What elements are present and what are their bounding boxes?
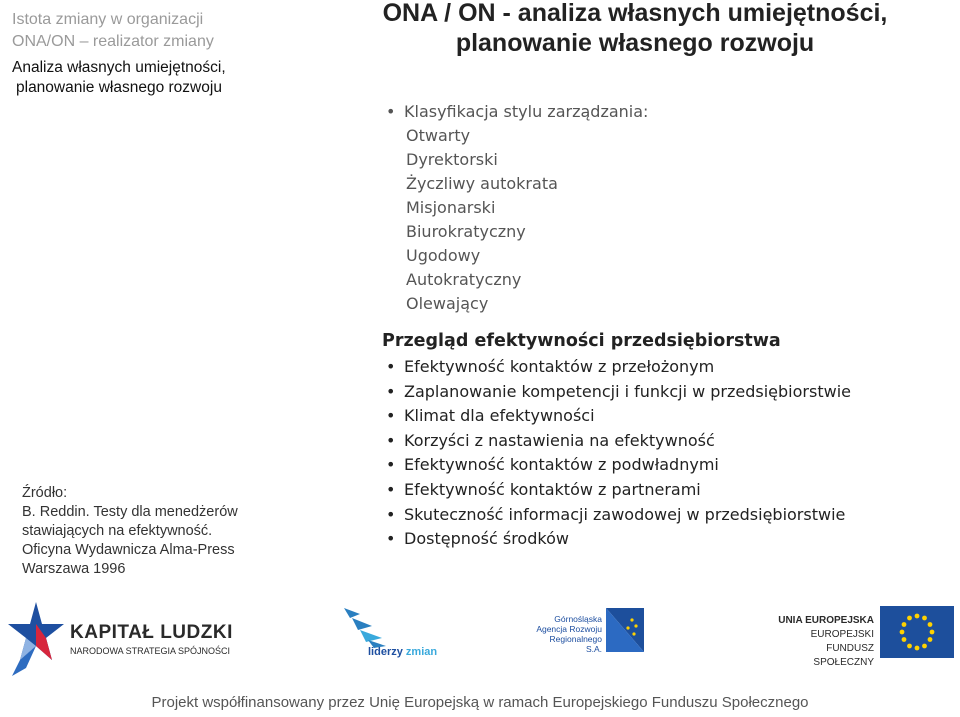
list-item-text: Korzyści z nastawienia na efektywność bbox=[404, 430, 715, 450]
liderzy-zmian-text bbox=[368, 646, 437, 658]
source-line1: B. Reddin. Testy dla menedżerów bbox=[22, 504, 238, 520]
source-label: Źródło: bbox=[22, 485, 68, 501]
garr-line1: Górnośląska bbox=[554, 614, 602, 624]
garr-logo bbox=[532, 608, 644, 658]
list-item bbox=[386, 429, 851, 454]
management-style-list bbox=[386, 100, 648, 316]
source-line3: Oficyna Wydawnicza Alma-Press bbox=[22, 542, 235, 558]
liderzy-zmian-logo bbox=[342, 604, 452, 664]
bullet-icon: • bbox=[386, 504, 396, 524]
bullet-icon: • bbox=[386, 529, 396, 549]
section2-heading: Przegląd efektywności przedsiębiorstwa bbox=[382, 331, 781, 351]
list-heading bbox=[386, 100, 648, 124]
nav-current-line1: Analiza własnych umiejętności, bbox=[12, 59, 226, 76]
bullet-icon: • bbox=[386, 430, 396, 450]
list-item bbox=[386, 478, 851, 503]
source-line2: stawiających na efektywność. bbox=[22, 523, 213, 539]
section1-heading: Klasyfikacja stylu zarządzania: bbox=[404, 102, 649, 121]
list-item-text: Efektywność kontaktów z przełożonym bbox=[404, 357, 715, 376]
title-line1: ONA / ON - analiza własnych umiejętności, bbox=[382, 0, 888, 27]
garr-line3: Regionalnego S.A. bbox=[549, 634, 602, 654]
source-line4: Warszawa 1996 bbox=[22, 561, 126, 577]
zmian-text: zmian bbox=[405, 646, 438, 658]
nav-item-istota-zmiany[interactable]: Istota zmiany w organizacji bbox=[12, 11, 204, 28]
list-item bbox=[386, 380, 851, 405]
list-item: Autokratyczny bbox=[406, 270, 522, 289]
kapital-ludzki-logo bbox=[6, 598, 241, 678]
list-item-text: Efektywność kontaktów z partnerami bbox=[404, 479, 701, 499]
list-item: Misjonarski bbox=[406, 198, 496, 217]
list-item: Życzliwy autokrata bbox=[406, 174, 558, 193]
kl-title: KAPITAŁ LUDZKI bbox=[70, 622, 233, 643]
list-item-text: Efektywność kontaktów z podwładnymi bbox=[404, 455, 719, 475]
bullet-icon: • bbox=[386, 102, 396, 121]
eu-line2: EUROPEJSKI bbox=[810, 629, 874, 640]
list-item-text: Klimat dla efektywności bbox=[404, 406, 595, 426]
list-item: Dyrektorski bbox=[406, 150, 498, 169]
list-item: Olewający bbox=[406, 294, 489, 313]
list-item-text: Dostępność środków bbox=[404, 529, 569, 549]
eu-line3: FUNDUSZ SPOŁECZNY bbox=[813, 643, 874, 668]
list-item: Ugodowy bbox=[406, 246, 481, 265]
bullet-icon: • bbox=[386, 455, 396, 475]
list-item-text: Skuteczność informacji zawodowej w przedsiębiorstwie bbox=[404, 504, 846, 524]
garr-flag-icon bbox=[606, 608, 644, 652]
nav-item-realizator-zmiany[interactable]: ONA/ON – realizator zmiany bbox=[12, 33, 214, 50]
arrows-icon bbox=[342, 604, 402, 648]
nav-current-line2: planowanie własnego rozwoju bbox=[16, 79, 222, 96]
kapital-ludzki-star-icon bbox=[6, 598, 66, 678]
source-note bbox=[22, 484, 238, 579]
list-item: Biurokratyczny bbox=[406, 222, 526, 241]
title-line2: planowanie własnego rozwoju bbox=[455, 29, 815, 57]
project-funding-note: Projekt współfinansowany przez Unię Europejską w ramach Europejskiego Funduszu Społecznego bbox=[151, 694, 809, 711]
bullet-icon: • bbox=[386, 479, 396, 499]
list-item bbox=[386, 355, 851, 380]
eu-text bbox=[770, 614, 874, 670]
liderzy-text: liderzy bbox=[368, 646, 403, 658]
list-item: Otwarty bbox=[406, 126, 471, 145]
bullet-icon: • bbox=[386, 406, 396, 426]
eu-line1: UNIA EUROPEJSKA bbox=[778, 615, 874, 626]
list-item bbox=[386, 453, 851, 478]
bullet-icon: • bbox=[386, 357, 396, 376]
list-item bbox=[386, 503, 851, 528]
efficiency-review-list bbox=[386, 355, 851, 552]
nav-item-current[interactable] bbox=[12, 58, 226, 98]
bullet-icon: • bbox=[386, 381, 396, 401]
kl-subtitle: NARODOWA STRATEGIA SPÓJNOŚCI bbox=[70, 646, 231, 656]
page-title bbox=[330, 0, 940, 58]
eu-flag-icon bbox=[880, 606, 954, 658]
garr-line2: Agencja Rozwoju bbox=[536, 624, 602, 634]
garr-text bbox=[532, 614, 602, 654]
list-item bbox=[386, 404, 851, 429]
list-item-text: Zaplanowanie kompetencji i funkcji w przedsiębiorstwie bbox=[404, 381, 851, 401]
list-item bbox=[386, 527, 851, 552]
